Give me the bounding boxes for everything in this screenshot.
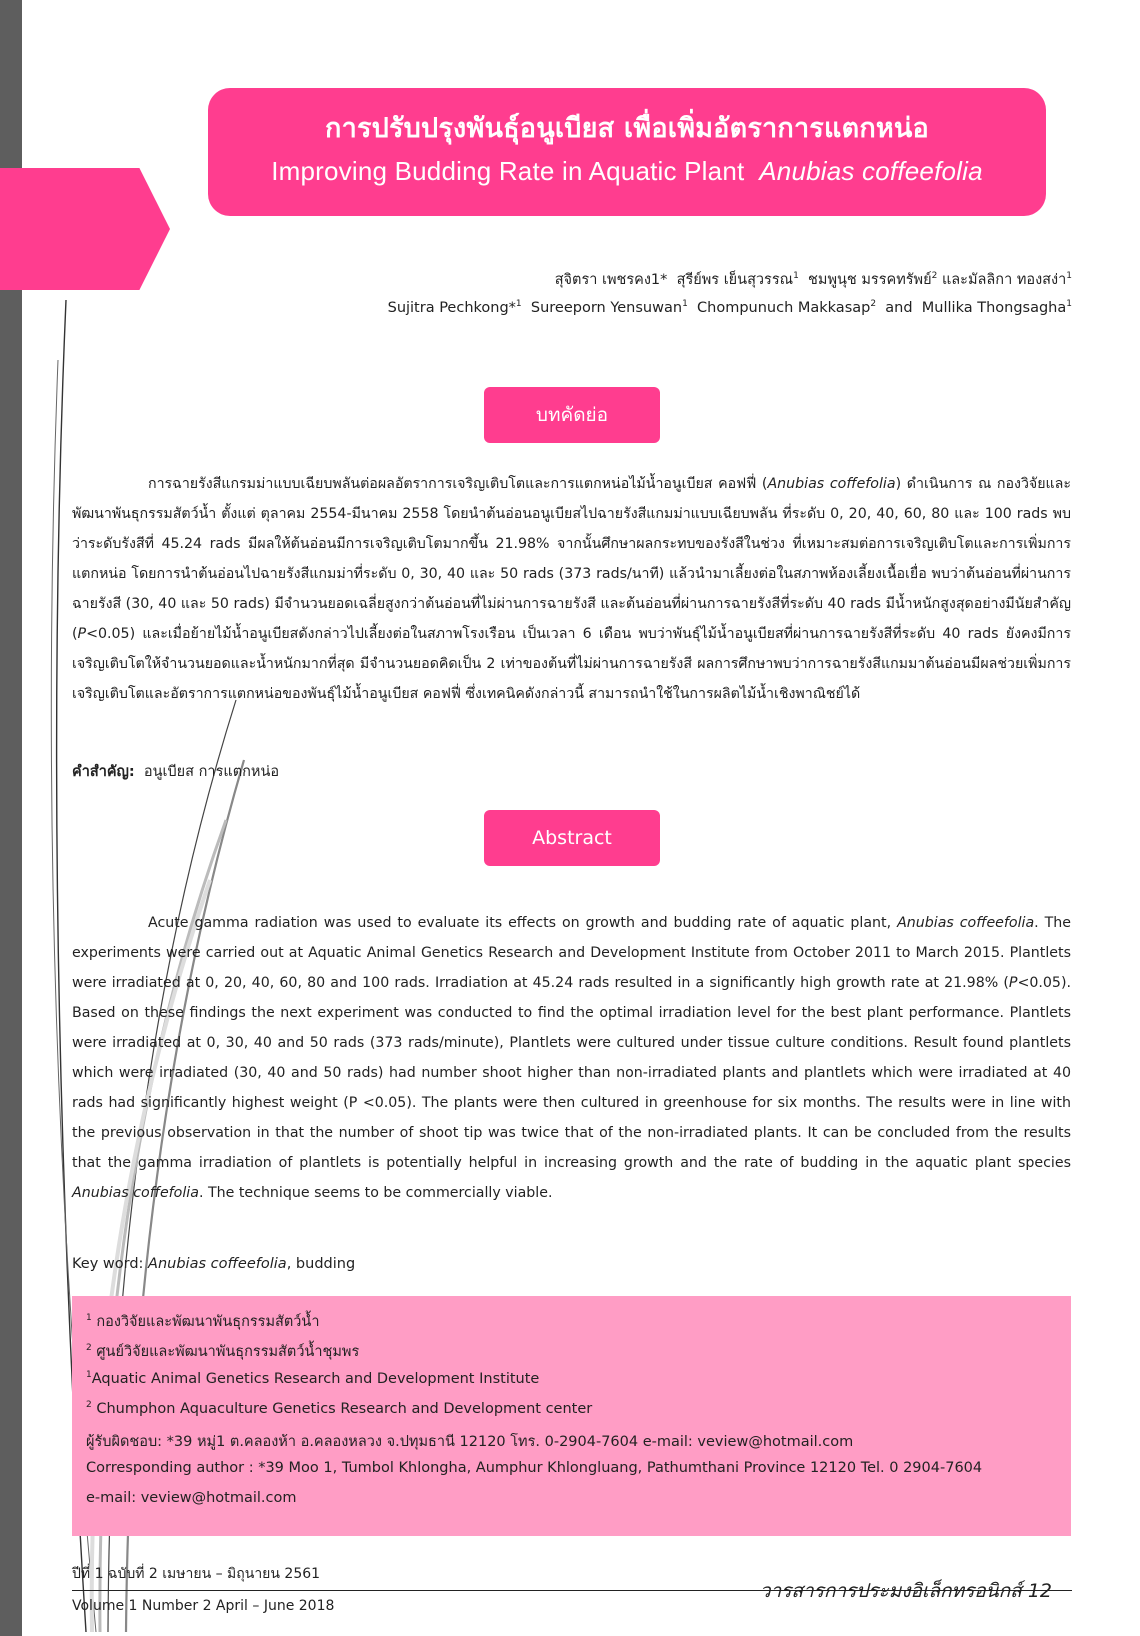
contact-email: e-mail: veview@hotmail.com [86, 1490, 297, 1506]
footnote-thai-1: $^1$ กองวิจัยและพัฒนาพันธุกรรมสัตว์น้ำ [86, 1313, 320, 1330]
keywords-thai: คำสำคัญ: อนูเบียส การแตกหน่อ [72, 764, 280, 780]
abstract-thai-text: การฉายรังสีแกรมม่าแบบเฉียบพลันต่อผลอัตราการเจริญเติบโตและการแตกหน่อไม้น้ำอนูเบียส คอฟฟี่ (Anubias coffefolia) ดำเนินการ ณ กองวิจัยและพัฒนาพันธุกรรมสัตว์น้ำ ตั้งแต่ ตุลาคม 2554-มีนาคม 2558 โดยนำต้นอ่อนอนูเบียสไปฉายรังสีแกมม่าแบบเฉียบพลัน ที่ระดับ 0, 20, 40, 60, 80 และ 100 rads พบว่าระดับรังสีที่ 45.24 rads มีผลให้ต้นอ่อนมีการเจริญเติบโตมากขึ้น 21.98% จากนั้นศึกษาผลกระทบของรังสีในช่วง ที่เหมาะสมต่อการเจริญเติบโตและการเพิ่มการแตกหน่อ โดยการนำต้นอ่อนไปฉายรังสีแกมม่าที่ระดับ 0, 30, 40 และ 50 rads (373 rads/นาที) แล้วนำมาเลี้ยงต่อในสภาพห้องเลี้ยงเนื้อเยื่อ พบว่าต้นอ่อนที่ผ่านการฉายรังสี (30, 40 และ 50 rads) มีจำนวนยอดเฉลี่ยสูงกว่าต้นอ่อนที่ไม่ผ่านการฉายรังสี และต้นอ่อนที่ผ่านการฉายรังสีที่ระดับ 40 rads มีน้ำหนักสูงสุดอย่างมีนัยสำคัญ (P<0.05) และเมื่อย้ายไม้น้ำอนูเบียสดังกล่าวไปเลี้ยงต่อในสภาพโรงเรือน เป็นเวลา 6 เดือน พบว่าพันธุ์ไม้น้ำอนูเบียสที่ผ่านการฉายรังสีที่ระดับ 40 rads ยังคงมีการเจริญเติบโตให้จำนวนยอดและน้ำหนักมากที่สุด มีจำนวนยอดคิดเป็น 2 เท่าของต้นที่ไม่ผ่านการฉายรังสี ผลการศึกษาพบว่าการฉายรังสีแกมมาต้นอ่อนมีผลช่วยเพิ่มการเจริญเติบโตและอัตราการแตกหน่อของพันธุ์ไม้น้ำอนูเบียส คอฟฟี่ ซึ่งเทคนิคดังกล่าวนี้ สามารถนำใช้ในการผลิตไม้น้ำเชิงพาณิชย์ได้ [72, 476, 1071, 702]
title-english: Improving Budding Rate in Aquatic Plant Anubias coffeefolia [271, 156, 983, 186]
footnote-english-2: $^2$ Chumphon Aquaculture Genetics Research and Development center [86, 1400, 593, 1417]
left-pink-tab [0, 168, 170, 290]
title-thai: การปรับปรุงพันธุ์อนูเบียส เพื่อเพิ่มอัตราการแตกหน่อ [325, 113, 929, 144]
title-species: Anubias coffeefolia [759, 156, 983, 186]
contact-thai: ผู้รับผิดชอบ: *39 หมู่1 ต.คลองห้า อ.คลองหลวง จ.ปทุมธานี 12120 โทร. 0-2904-7604 e-mail: veview@hotmail.com [86, 1434, 854, 1450]
abstract-english-text: Acute gamma radiation was used to evaluate its effects on growth and budding rate of aquatic plant, Anubias coffeefolia. The experiments were carried out at Aquatic Animal Genetics Research and Development Institute from October 2011 to March 2015. Plantlets were irradiated at 0, 20, 40, 60, 80 and 100 rads. Irradiation at 45.24 rads resulted in a significantly high growth rate at 21.98% (P<0.05). Based on these findings the next experiment was conducted to find the optimal irradiation level for the best plant performance. Plantlets were irradiated at 0, 30, 40 and 50 rads (373 rads/minute), Plantlets were cultured under tissue culture conditions. Result found plantlets which were irradiated (30, 40 and 50 rads) had number shoot higher than non-irradiated plants and plantlets which were irradiated at 40 rads had significantly highest weight (P <0.05). The plants were then cultured in greenhouse for six months. The results were in line with the previous observation in that the number of shoot tip was twice that of the non-irradiated plants. It can be concluded from the results that the gamma irradiation of plantlets is potentially helpful in increasing growth and the rate of budding in the aquatic plant species Anubias coffefolia. The technique seems to be commercially viable. [72, 915, 1071, 1201]
keywords-english: Key word: Anubias coffeefolia, budding [72, 1256, 356, 1272]
abstract-thai-heading: บทคัดย่อ [484, 387, 660, 443]
footer-journal-page: วารสารการประมงอิเล็กทรอนิกส์ 12 [759, 1580, 1052, 1602]
footnote-english-1: $^1$Aquatic Animal Genetics Research and Development Institute [86, 1370, 540, 1387]
authors-english: Sujitra Pechkong*$^1$ Sureeporn Yensuwan$^1$ Chompunuch Makkasap$^2$ and Mullika Thongsagha$^1$ [387, 299, 1072, 316]
title-banner [208, 88, 1046, 216]
contact-english: Corresponding author : *39 Moo 1, Tumbol Khlongha, Aumphur Khlongluang, Pathumthani Province 12120 Tel. 0 2904-7604 [86, 1460, 983, 1476]
authors-thai: สุจิตรา เพชรคง1* สุรีย์พร เย็นสุวรรณ$^1$ ชมพูนุช มรรคทรัพย์$^2$ และมัลลิกา ทองสง่า$^1$ [554, 271, 1072, 288]
footer-issue-thai: ปีที่ 1 ฉบับที่ 2 เมษายน – มิถุนายน 2561 [72, 1566, 321, 1582]
abstract-english-heading: Abstract [484, 810, 660, 866]
footer-issue-english: Volume 1 Number 2 April – June 2018 [72, 1598, 335, 1614]
footnote-box [72, 1296, 1071, 1536]
footnote-thai-2: $^2$ ศูนย์วิจัยและพัฒนาพันธุกรรมสัตว์น้ำชุมพร [86, 1343, 360, 1360]
